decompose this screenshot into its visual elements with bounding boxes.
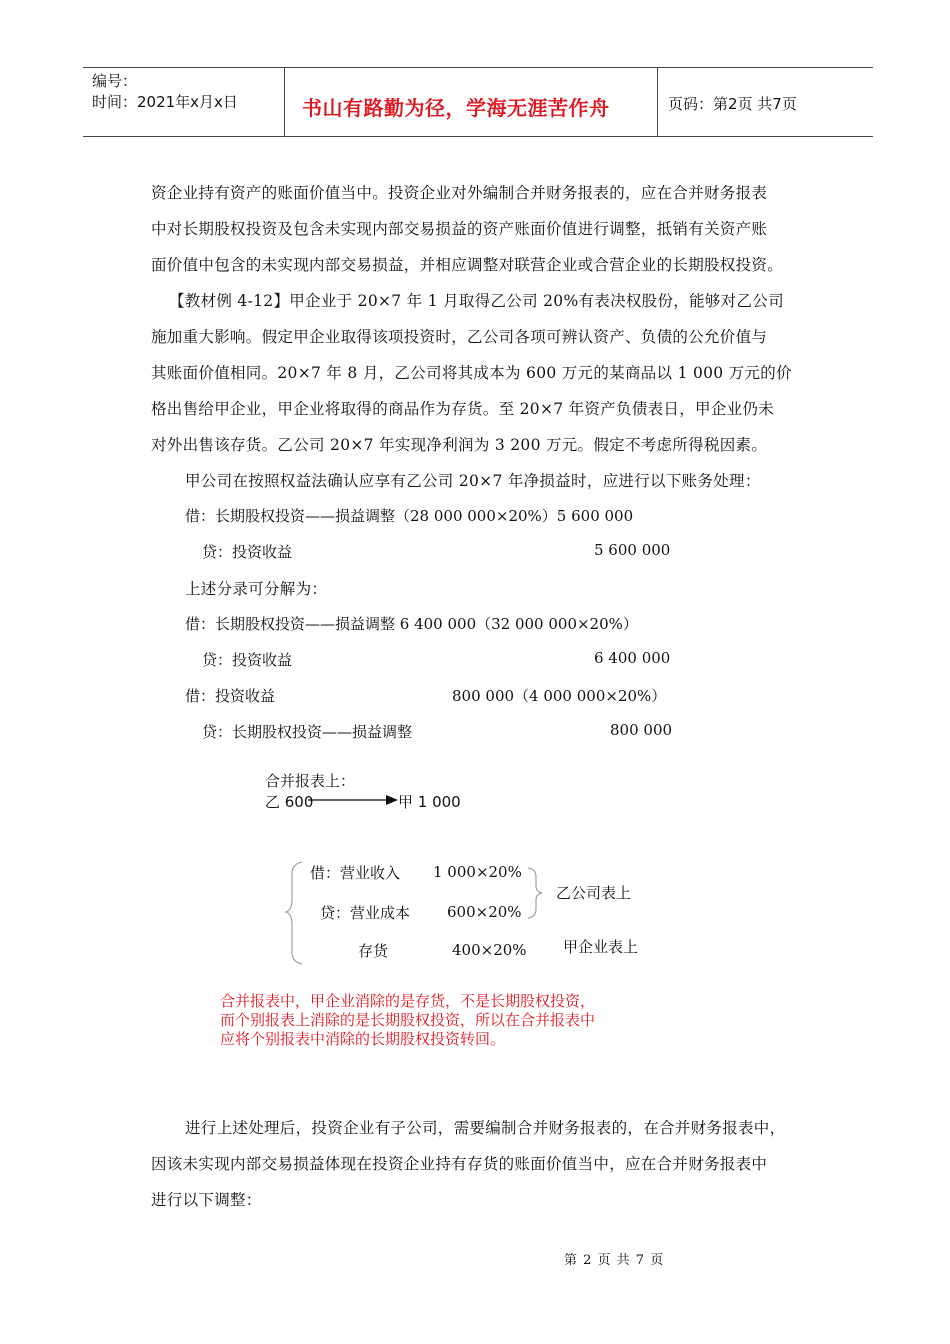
red-note-line: 而个别报表上消除的是长期股权投资，所以在合并报表中 <box>220 1011 596 1029</box>
text-line: 进行上述处理后，投资企业有子公司，需要编制合并财务报表的，在合并财务报表中， <box>185 1119 786 1137</box>
red-note-line: 应将个别报表中消除的长期股权投资转回。 <box>220 1030 506 1048</box>
header-divider-right <box>657 67 658 136</box>
header-date-label: 时间：2021年x月x日 <box>92 93 238 111</box>
header-number-label: 编号： <box>92 72 138 90</box>
text-line: 其账面价值相同。20×7 年 8 月，乙公司将其成本为 600 万元的某商品以 1 000 万元的价 <box>151 364 792 382</box>
text-line: 对外出售该存货。乙公司 20×7 年实现净利润为 3 200 万元。假定不考虑所得税因素。 <box>151 436 768 454</box>
text-line: 资企业持有资产的账面价值当中。投资企业对外编制合并财务报表的，应在合并财务报表 <box>151 184 768 202</box>
text-line: 进行以下调整： <box>151 1191 262 1209</box>
flow-to: 甲 1 000 <box>398 793 461 811</box>
text-line: 【教材例 4-12】甲企业于 20×7 年 1 月取得乙公司 20%有表决权股份，能够对乙公司 <box>169 292 784 310</box>
consolidated-label: 合并报表上： <box>265 772 356 790</box>
header-divider-left <box>284 67 285 136</box>
yi-company-side: 乙公司表上 <box>556 884 632 902</box>
elim-inventory-label: 存货 <box>358 942 389 960</box>
elim-credit-calc: 600×20% <box>447 903 522 921</box>
header-motto: 书山有路勤为径，学海无涯苦作舟 <box>302 96 610 120</box>
elim-credit-label: 贷：营业成本 <box>320 904 411 922</box>
elim-inventory-calc: 400×20% <box>452 941 527 959</box>
text-line: 施加重大影响。假定甲企业取得该项投资时，乙公司各项可辨认资产、负债的公允价值与 <box>151 328 768 346</box>
entry3-debit-label: 借：投资收益 <box>185 687 276 705</box>
elim-debit-label: 借：营业收入 <box>310 864 401 882</box>
text-line: 因该未实现内部交易损益体现在投资企业持有存货的账面价值当中，应在合并财务报表中 <box>151 1155 768 1173</box>
red-note-line: 合并报表中，甲企业消除的是存货，不是长期股权投资， <box>220 992 596 1010</box>
entry3-credit-amount: 800 000 <box>610 721 673 739</box>
right-brace-icon <box>526 866 544 920</box>
entry3-debit-amount: 800 000（4 000 000×20%） <box>452 687 667 705</box>
left-brace-icon <box>284 860 306 966</box>
text-line: 中对长期股权投资及包含未实现内部交易损益的资产账面价值进行调整，抵销有关资产账 <box>151 220 768 238</box>
entry1-debit: 借：长期股权投资——损益调整（28 000 000×20%）5 600 000 <box>185 507 634 525</box>
flow-arrow-icon <box>308 792 400 808</box>
flow-from: 乙 600 <box>265 793 314 811</box>
entry1-credit-amount: 5 600 000 <box>594 541 671 559</box>
entry2-credit-amount: 6 400 000 <box>594 649 671 667</box>
entry1-credit-label: 贷：投资收益 <box>202 543 293 561</box>
entry2-debit: 借：长期股权投资——损益调整 6 400 000（32 000 000×20%） <box>185 615 638 633</box>
entry2-credit-label: 贷：投资收益 <box>202 651 293 669</box>
header-page-label: 页码：第2页 共7页 <box>668 95 797 113</box>
text-line: 格出售给甲企业，甲企业将取得的商品作为存货。至 20×7 年资产负债表日，甲企业仍未 <box>151 400 775 418</box>
entry3-credit-label: 贷：长期股权投资——损益调整 <box>202 723 413 741</box>
decompose-label: 上述分录可分解为： <box>185 580 328 598</box>
text-line: 面价值中包含的未实现内部交易损益，并相应调整对联营企业或合营企业的长期股权投资。 <box>151 256 784 274</box>
page-footer: 第 2 页 共 7 页 <box>564 1253 665 1268</box>
elim-debit-calc: 1 000×20% <box>433 863 522 881</box>
intro-entry-text: 甲公司在按照权益法确认应享有乙公司 20×7 年净损益时，应进行以下账务处理： <box>185 472 761 490</box>
jia-company-side: 甲企业表上 <box>563 938 639 956</box>
